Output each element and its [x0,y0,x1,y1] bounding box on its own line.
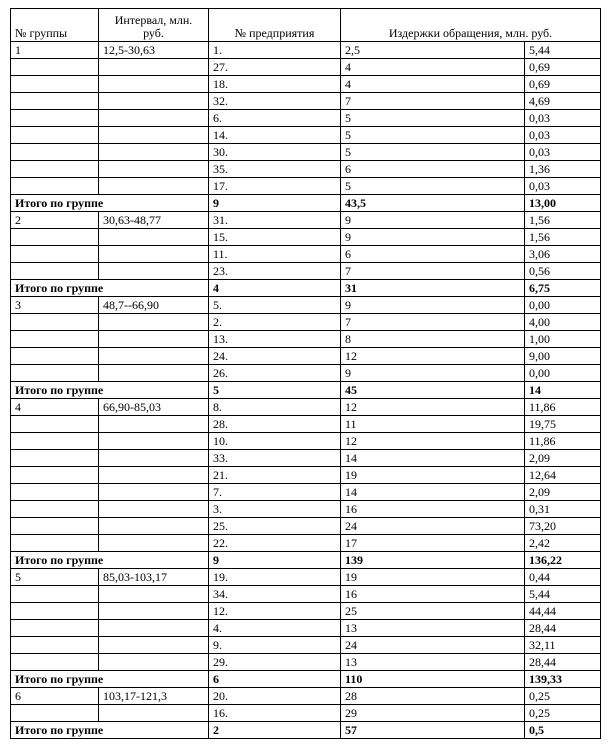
interval-cell [99,246,209,263]
table-row [11,127,601,144]
interval-cell [99,178,209,195]
volume-cell: 7 [341,314,525,331]
group-no-cell [11,433,99,450]
table-row [11,450,601,467]
enterprise-no-cell: 33. [209,450,341,467]
interval-cell [99,535,209,552]
table-row [11,416,601,433]
enterprise-no-cell: 18. [209,76,341,93]
group-total-costs: 0,5 [525,722,601,739]
interval-cell [99,348,209,365]
group-total-row [11,195,601,212]
table-body [11,42,601,739]
enterprise-no-cell: 12. [209,603,341,620]
table-row [11,654,601,671]
table-row [11,161,601,178]
table-row [11,365,601,382]
interval-cell: 48,7--66,90 [99,297,209,314]
interval-cell: 30,63-48,77 [99,212,209,229]
group-no-cell [11,637,99,654]
group-total-row [11,382,601,399]
header-group-no: № группы [11,9,99,42]
header-row [11,9,601,42]
volume-cell: 5 [341,178,525,195]
costs-cell: 0,03 [525,127,601,144]
table-row [11,518,601,535]
volume-cell: 11 [341,416,525,433]
table-row [11,637,601,654]
table-row [11,586,601,603]
group-no-cell [11,263,99,280]
group-total-row [11,552,601,569]
group-total-costs: 6,75 [525,280,601,297]
table-row [11,76,601,93]
interval-cell [99,76,209,93]
costs-cell: 1,00 [525,331,601,348]
volume-cell: 9 [341,297,525,314]
interval-cell [99,263,209,280]
interval-cell [99,518,209,535]
volume-cell: 12 [341,348,525,365]
table-row [11,569,601,586]
table-row [11,229,601,246]
enterprise-no-cell: 30. [209,144,341,161]
enterprise-no-cell: 21. [209,467,341,484]
group-total-count: 2 [209,722,341,739]
group-total-costs: 13,00 [525,195,601,212]
enterprise-no-cell: 4. [209,620,341,637]
costs-cell: 11,86 [525,399,601,416]
costs-cell: 0,25 [525,688,601,705]
group-total-count: 5 [209,382,341,399]
enterprise-no-cell: 3. [209,501,341,518]
enterprise-no-cell: 34. [209,586,341,603]
volume-cell: 4 [341,76,525,93]
costs-cell: 0,03 [525,178,601,195]
interval-cell [99,365,209,382]
header-costs: Издержки обращения, млн. руб. [341,9,601,42]
group-total-volume: 57 [341,722,525,739]
enterprise-no-cell: 35. [209,161,341,178]
group-no-cell [11,467,99,484]
table-row [11,688,601,705]
group-total-count: 9 [209,552,341,569]
costs-cell: 44,44 [525,603,601,620]
table-row [11,484,601,501]
enterprise-no-cell: 1. [209,42,341,59]
group-no-cell [11,93,99,110]
volume-cell: 5 [341,127,525,144]
interval-cell [99,467,209,484]
group-total-costs: 139,33 [525,671,601,688]
interval-cell [99,416,209,433]
enterprise-no-cell: 31. [209,212,341,229]
group-no-cell: 1 [11,42,99,59]
table-row [11,93,601,110]
table-row [11,59,601,76]
enterprise-no-cell: 32. [209,93,341,110]
volume-cell: 14 [341,450,525,467]
volume-cell: 24 [341,518,525,535]
group-total-label: Итого по группе [11,382,209,399]
group-no-cell [11,518,99,535]
costs-cell: 0,00 [525,297,601,314]
table-row [11,433,601,450]
interval-cell [99,501,209,518]
costs-cell: 2,42 [525,535,601,552]
costs-cell: 0,25 [525,705,601,722]
interval-cell [99,93,209,110]
table-row [11,212,601,229]
group-total-volume: 31 [341,280,525,297]
group-no-cell [11,144,99,161]
group-no-cell [11,450,99,467]
group-no-cell [11,76,99,93]
group-no-cell [11,59,99,76]
table-row [11,110,601,127]
group-no-cell [11,161,99,178]
enterprise-no-cell: 14. [209,127,341,144]
group-total-volume: 139 [341,552,525,569]
group-total-row [11,722,601,739]
table-row [11,178,601,195]
enterprise-no-cell: 20. [209,688,341,705]
group-no-cell [11,586,99,603]
costs-cell: 0,69 [525,76,601,93]
volume-cell: 19 [341,467,525,484]
group-total-label: Итого по группе [11,280,209,297]
interval-cell [99,331,209,348]
group-no-cell [11,127,99,144]
group-no-cell [11,229,99,246]
header-interval: Интервал, млн. руб. [99,9,209,42]
volume-cell: 9 [341,365,525,382]
costs-cell: 28,44 [525,654,601,671]
enterprise-no-cell: 7. [209,484,341,501]
group-no-cell [11,705,99,722]
interval-cell [99,144,209,161]
volume-cell: 29 [341,705,525,722]
table-row [11,501,601,518]
costs-cell: 2,09 [525,450,601,467]
costs-cell: 9,00 [525,348,601,365]
volume-cell: 13 [341,620,525,637]
group-no-cell [11,110,99,127]
volume-cell: 6 [341,246,525,263]
volume-cell: 7 [341,93,525,110]
group-no-cell: 6 [11,688,99,705]
volume-cell: 25 [341,603,525,620]
interval-cell: 103,17-121,3 [99,688,209,705]
enterprise-no-cell: 9. [209,637,341,654]
volume-cell: 6 [341,161,525,178]
table-row [11,297,601,314]
group-no-cell: 3 [11,297,99,314]
table-row [11,620,601,637]
group-no-cell [11,314,99,331]
volume-cell: 13 [341,654,525,671]
group-total-row [11,280,601,297]
interval-cell [99,620,209,637]
interval-cell [99,229,209,246]
group-no-cell [11,654,99,671]
volume-cell: 16 [341,586,525,603]
costs-cell: 19,75 [525,416,601,433]
costs-cell: 1,56 [525,229,601,246]
costs-cell: 0,69 [525,59,601,76]
enterprise-no-cell: 15. [209,229,341,246]
volume-cell: 24 [341,637,525,654]
volume-cell: 12 [341,433,525,450]
group-total-row [11,671,601,688]
costs-cell: 5,44 [525,42,601,59]
interval-cell [99,654,209,671]
group-total-count: 9 [209,195,341,212]
table-row [11,144,601,161]
table-row [11,535,601,552]
costs-cell: 1,36 [525,161,601,178]
table-row [11,603,601,620]
interval-cell [99,637,209,654]
costs-cell: 32,11 [525,637,601,654]
group-total-costs: 136,22 [525,552,601,569]
volume-cell: 8 [341,331,525,348]
enterprise-no-cell: 10. [209,433,341,450]
interval-cell [99,484,209,501]
group-no-cell: 2 [11,212,99,229]
interval-cell [99,603,209,620]
group-no-cell: 4 [11,399,99,416]
table-row [11,467,601,484]
interval-cell [99,450,209,467]
enterprise-no-cell: 17. [209,178,341,195]
group-no-cell [11,365,99,382]
volume-cell: 7 [341,263,525,280]
enterprise-no-cell: 8. [209,399,341,416]
table-row [11,42,601,59]
costs-cell: 4,69 [525,93,601,110]
costs-cell: 0,03 [525,144,601,161]
group-total-volume: 45 [341,382,525,399]
group-total-label: Итого по группе [11,195,209,212]
group-no-cell [11,535,99,552]
enterprise-no-cell: 13. [209,331,341,348]
volume-cell: 16 [341,501,525,518]
costs-cell: 0,03 [525,110,601,127]
enterprise-no-cell: 19. [209,569,341,586]
group-total-volume: 110 [341,671,525,688]
volume-cell: 28 [341,688,525,705]
costs-cell: 5,44 [525,586,601,603]
interval-cell [99,127,209,144]
enterprise-no-cell: 23. [209,263,341,280]
enterprise-no-cell: 28. [209,416,341,433]
group-total-label: Итого по группе [11,671,209,688]
group-total-label: Итого по группе [11,552,209,569]
volume-cell: 14 [341,484,525,501]
group-total-count: 6 [209,671,341,688]
table-row [11,399,601,416]
enterprise-no-cell: 29. [209,654,341,671]
table-row [11,246,601,263]
interval-cell: 66,90-85,03 [99,399,209,416]
group-total-volume: 43,5 [341,195,525,212]
costs-cell: 4,00 [525,314,601,331]
costs-cell: 0,44 [525,569,601,586]
enterprise-no-cell: 6. [209,110,341,127]
volume-cell: 4 [341,59,525,76]
table-row [11,331,601,348]
table-row [11,705,601,722]
grouping-table [10,8,601,739]
costs-cell: 2,09 [525,484,601,501]
costs-cell: 11,86 [525,433,601,450]
costs-cell: 0,56 [525,263,601,280]
group-no-cell [11,620,99,637]
volume-cell: 2,5 [341,42,525,59]
volume-cell: 17 [341,535,525,552]
interval-cell: 85,03-103,17 [99,569,209,586]
group-total-costs: 14 [525,382,601,399]
group-total-label: Итого по группе [11,722,209,739]
costs-cell: 73,20 [525,518,601,535]
group-no-cell [11,501,99,518]
costs-cell: 0,00 [525,365,601,382]
group-no-cell [11,331,99,348]
costs-cell: 1,56 [525,212,601,229]
interval-cell [99,705,209,722]
header-enterprise-no: № предприятия [209,9,341,42]
interval-cell [99,110,209,127]
costs-cell: 12,64 [525,467,601,484]
interval-cell [99,433,209,450]
enterprise-no-cell: 2. [209,314,341,331]
interval-cell [99,161,209,178]
enterprise-no-cell: 5. [209,297,341,314]
enterprise-no-cell: 25. [209,518,341,535]
interval-cell: 12,5-30,63 [99,42,209,59]
group-total-count: 4 [209,280,341,297]
enterprise-no-cell: 16. [209,705,341,722]
group-no-cell [11,348,99,365]
costs-cell: 0,31 [525,501,601,518]
volume-cell: 12 [341,399,525,416]
group-no-cell [11,416,99,433]
volume-cell: 5 [341,144,525,161]
interval-cell [99,59,209,76]
group-no-cell [11,246,99,263]
table-row [11,314,601,331]
enterprise-no-cell: 11. [209,246,341,263]
costs-cell: 28,44 [525,620,601,637]
costs-cell: 3,06 [525,246,601,263]
group-no-cell [11,178,99,195]
group-no-cell [11,484,99,501]
interval-cell [99,586,209,603]
volume-cell: 9 [341,212,525,229]
group-no-cell: 5 [11,569,99,586]
interval-cell [99,314,209,331]
enterprise-no-cell: 24. [209,348,341,365]
table-row [11,263,601,280]
volume-cell: 19 [341,569,525,586]
enterprise-no-cell: 26. [209,365,341,382]
table-row [11,348,601,365]
volume-cell: 9 [341,229,525,246]
enterprise-no-cell: 27. [209,59,341,76]
volume-cell: 5 [341,110,525,127]
enterprise-no-cell: 22. [209,535,341,552]
group-no-cell [11,603,99,620]
